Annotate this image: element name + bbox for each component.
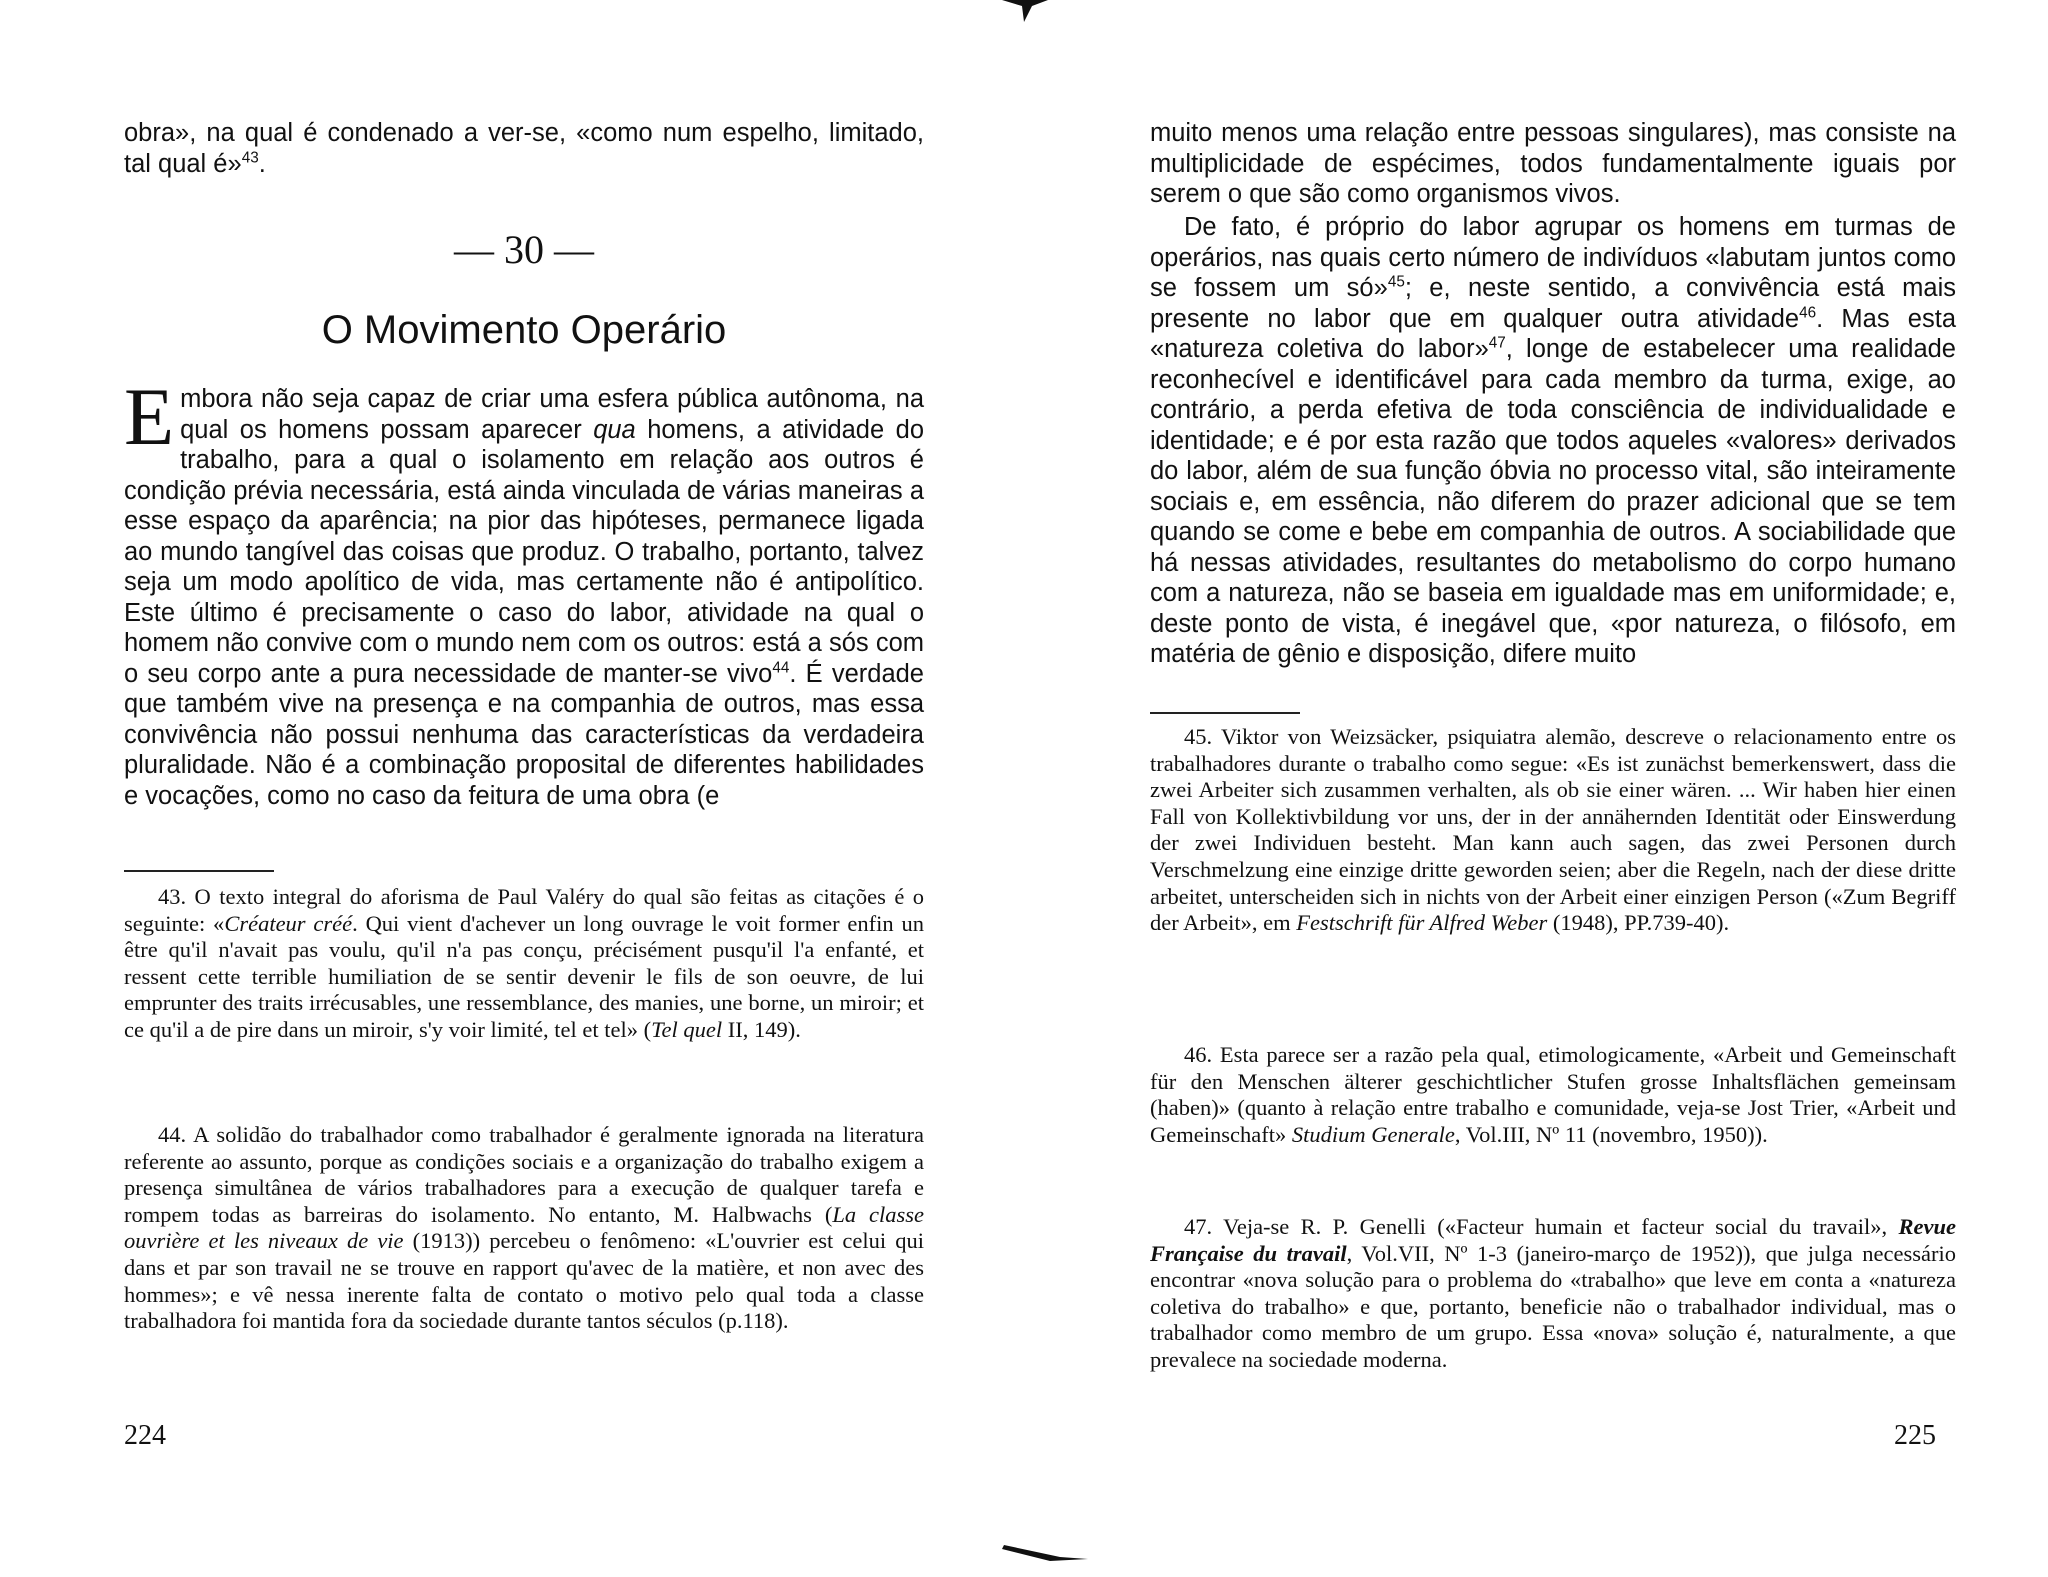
footnote-43 xyxy=(124,884,924,1044)
footnote-italic: Festschrift für Alfred Weber xyxy=(1296,910,1548,936)
footnote-italic: Studium Generale xyxy=(1291,1121,1455,1147)
footnote-ref: 46 xyxy=(1799,304,1817,321)
intro-paragraph: obra», na qual é condenado a ver-se, «como num espelho, limitado, tal qual é»$^{43}$. xyxy=(124,119,924,178)
body-text: . É verdade que também vive na presença e na companhia de outros, mas essa convivência não possui nenhuma das características da verdadeira pluralidade. Não é a combinação proposital de diferentes habilidades e vocações, como no caso da feitura de uma obra (e xyxy=(124,659,924,810)
footnote-ref: 43 xyxy=(241,149,259,166)
chapter-number: — 30 — xyxy=(454,227,594,272)
right-page xyxy=(1024,0,2048,1577)
footnote-44 xyxy=(124,1122,924,1335)
paragraph-continued xyxy=(1150,118,1956,210)
page-number: 225 xyxy=(1894,1420,1936,1451)
body-text-italic: qua xyxy=(593,415,636,444)
footnote-italic: Revue Française du travail xyxy=(1150,1214,1956,1266)
footnote-rule xyxy=(124,870,274,872)
footnote-text: . Qui vient d'achever un long ouvrage le voit former enfin un être qu'il n'avait pas voulu, qu'il n'a pas conçu, précisément pusqu'il l'a enfanté, et ressent cette terrible humiliation de se sentir devenir le fils de son oeuvre, de lui emprunter des traits irrécusables, une ressemblance, des manies, une borne, un miroir; et ce qu'il a de pire dans un miroir, s'y voir limité, tel et tel» ( xyxy=(124,910,924,1042)
footnote-italic: La classe ouvrière et les niveaux de vie xyxy=(124,1201,925,1254)
footnote-text: 45. Viktor von Weizsäcker, psiquiatra alemão, descreve o relacionamento entre os trabalhadores durante o trabalho como segue: «Es ist zunächst bemerkenswert, dass die zwei Arbeiter sich zusammen verhalten, als ob sie einer wären. ... Wir haben hier einen Fall von Kollektivbildung vor uns, der in der annähernden Identität oder Einswerdung der zwei Individuen besteht. Man kann auch sagen, das zwei Personen durch Verschmelzung eine einzige dritte geworden seien; aber die Regeln, nach der diese dritte arbeitet, unterscheiden sich in nichts von der Arbeit einer einzigen Person («Zum Begriff der Arbeit», em xyxy=(1150,724,1956,936)
chapter-body xyxy=(124,371,924,811)
footnote-text: 47. Veja-se R. P. Genelli («Facteur humain et facteur social du travail», xyxy=(1184,1214,1899,1239)
footnote-ref: 47 xyxy=(1488,334,1506,352)
footnote-text: 44. A solidão do trabalhador como trabalhador é geralmente ignorada na literatura referente ao assunto, porque as condições sociais e a organização do trabalho exigem a presença simultânea de vários trabalhadores para a execução de qualquer tarefa e rompem todas as barreiras do isolamento. No entanto, M. Halbwachs ( xyxy=(124,1122,924,1227)
footnote-italic: Créateur créé xyxy=(224,910,353,936)
page-number: 224 xyxy=(124,1420,166,1451)
body-text: , longe de estabelecer uma realidade reconhecível e identificável para cada membro da turma, exige, ao contrário, a perda efetiva de toda consciência de individualidade e identidade; e é por esta razão que todos aqueles «valores» derivados do labor, além de sua função óbvia no processo vital, são inteiramente sociais e, em essência, não diferem do prazer adicional que se tem quando se come e bebe em companhia de outros. A sociabilidade que há nessas atividades, resultantes do metabolismo do corpo humano com a natureza, não se baseia em igualdade mas em uniformidade; e, deste ponto de vista, é inegável que, «por natureza, o filósofo, em matéria de gênio e disposição, difere muito xyxy=(1150,335,1956,668)
footnote-text: (1948), PP.739-40). xyxy=(1547,910,1730,936)
footnote-45 xyxy=(1150,724,1956,937)
footnote-rule xyxy=(1150,712,1300,714)
footnote-text: , Vol.III, Nº 11 (novembro, 1950)). xyxy=(1454,1121,1768,1147)
footnote-text: , Vol.VII, Nº 1-3 (janeiro-março de 1952)), que julga necessário encontrar «nova solução para o problema do «trabalho» que leve em conta a «natureza coletiva do trabalho» e que, portanto, beneficie não o trabalhador individual, mas o trabalhador como membro de um grupo. Essa «nova» solução é, naturalmente, a que prevalece na sociedade moderna. xyxy=(1150,1240,1956,1372)
footnote-ref: 44 xyxy=(772,659,790,676)
body-text: mbora não seja capaz de criar uma esfera pública autônoma, na qual os homens possam aparecer xyxy=(180,385,924,444)
intro-text: obra», na qual é condenado a ver-se, «como num espelho, limitado, tal qual é» xyxy=(124,119,924,178)
footnote-text: (1913)) percebeu o fenômeno: «L'ouvrier est celui qui dans et par son travail ne se trouve en rapport qu'avec de la matière, et non avec des hommes»; e vê nessa inerente falta de contato o motivo pelo qual toda a classe trabalhadora foi mantida fora da sociedade durante tantos séculos (p.118). xyxy=(124,1228,924,1334)
paragraph-2 xyxy=(1150,212,1956,670)
body-text: muito menos uma relação entre pessoas singulares), mas consiste na multiplicidade de espécimes, todos fundamentalmente iguais por serem o que são como organismos vivos. xyxy=(1150,119,1956,208)
body-text: ; e, neste sentido, a convivência está mais presente no labor que em qualquer outra atividade xyxy=(1150,274,1956,333)
body-text: . Mas esta «natureza coletiva do labor» xyxy=(1150,304,1956,363)
footnote-ref: 45 xyxy=(1387,273,1405,291)
footnote-46 xyxy=(1150,1042,1956,1148)
footnote-47 xyxy=(1150,1214,1956,1374)
body-text: homens, a atividade do trabalho, para a qual o isolamento em relação aos outros é condição prévia necessária, está ainda vinculada de várias maneiras a esse espaço da aparência; na pior das hipóteses, permanece ligada ao mundo tangível das coisas que produz. O trabalho, portanto, talvez seja um modo apolítico de vida, mas certamente não é antipolítico. Este último é precisamente o caso do labor, atividade na qual o homem não convive com o mundo nem com os outros: está a sós com o seu corpo ante a pura necessidade de manter-se vivo xyxy=(124,415,924,688)
chapter-title: O Movimento Operário xyxy=(321,308,727,352)
footnote-text: 43. O texto integral do aforisma de Paul Valéry do qual são feitas as citações é o seguinte: « xyxy=(124,884,924,936)
body-text: De fato, é próprio do labor agrupar os homens em turmas de operários, nas quais certo número de indivíduos «labutam juntos como se fossem um só» xyxy=(1150,213,1956,302)
footnote-text: II, 149). xyxy=(722,1016,801,1042)
footnote-italic: Tel quel xyxy=(651,1016,723,1042)
drop-cap: E xyxy=(124,371,175,462)
footnote-text: 46. Esta parece ser a razão pela qual, etimologicamente, «Arbeit und Gemeinschaft für den Menschen älterer geschichtlicher Stufen grosse Inhaltsflächen gemeinsam (haben)» (quanto à relação entre trabalho e comunidade, veja-se Jost Trier, «Arbeit und Gemeinschaft» xyxy=(1150,1042,1956,1147)
